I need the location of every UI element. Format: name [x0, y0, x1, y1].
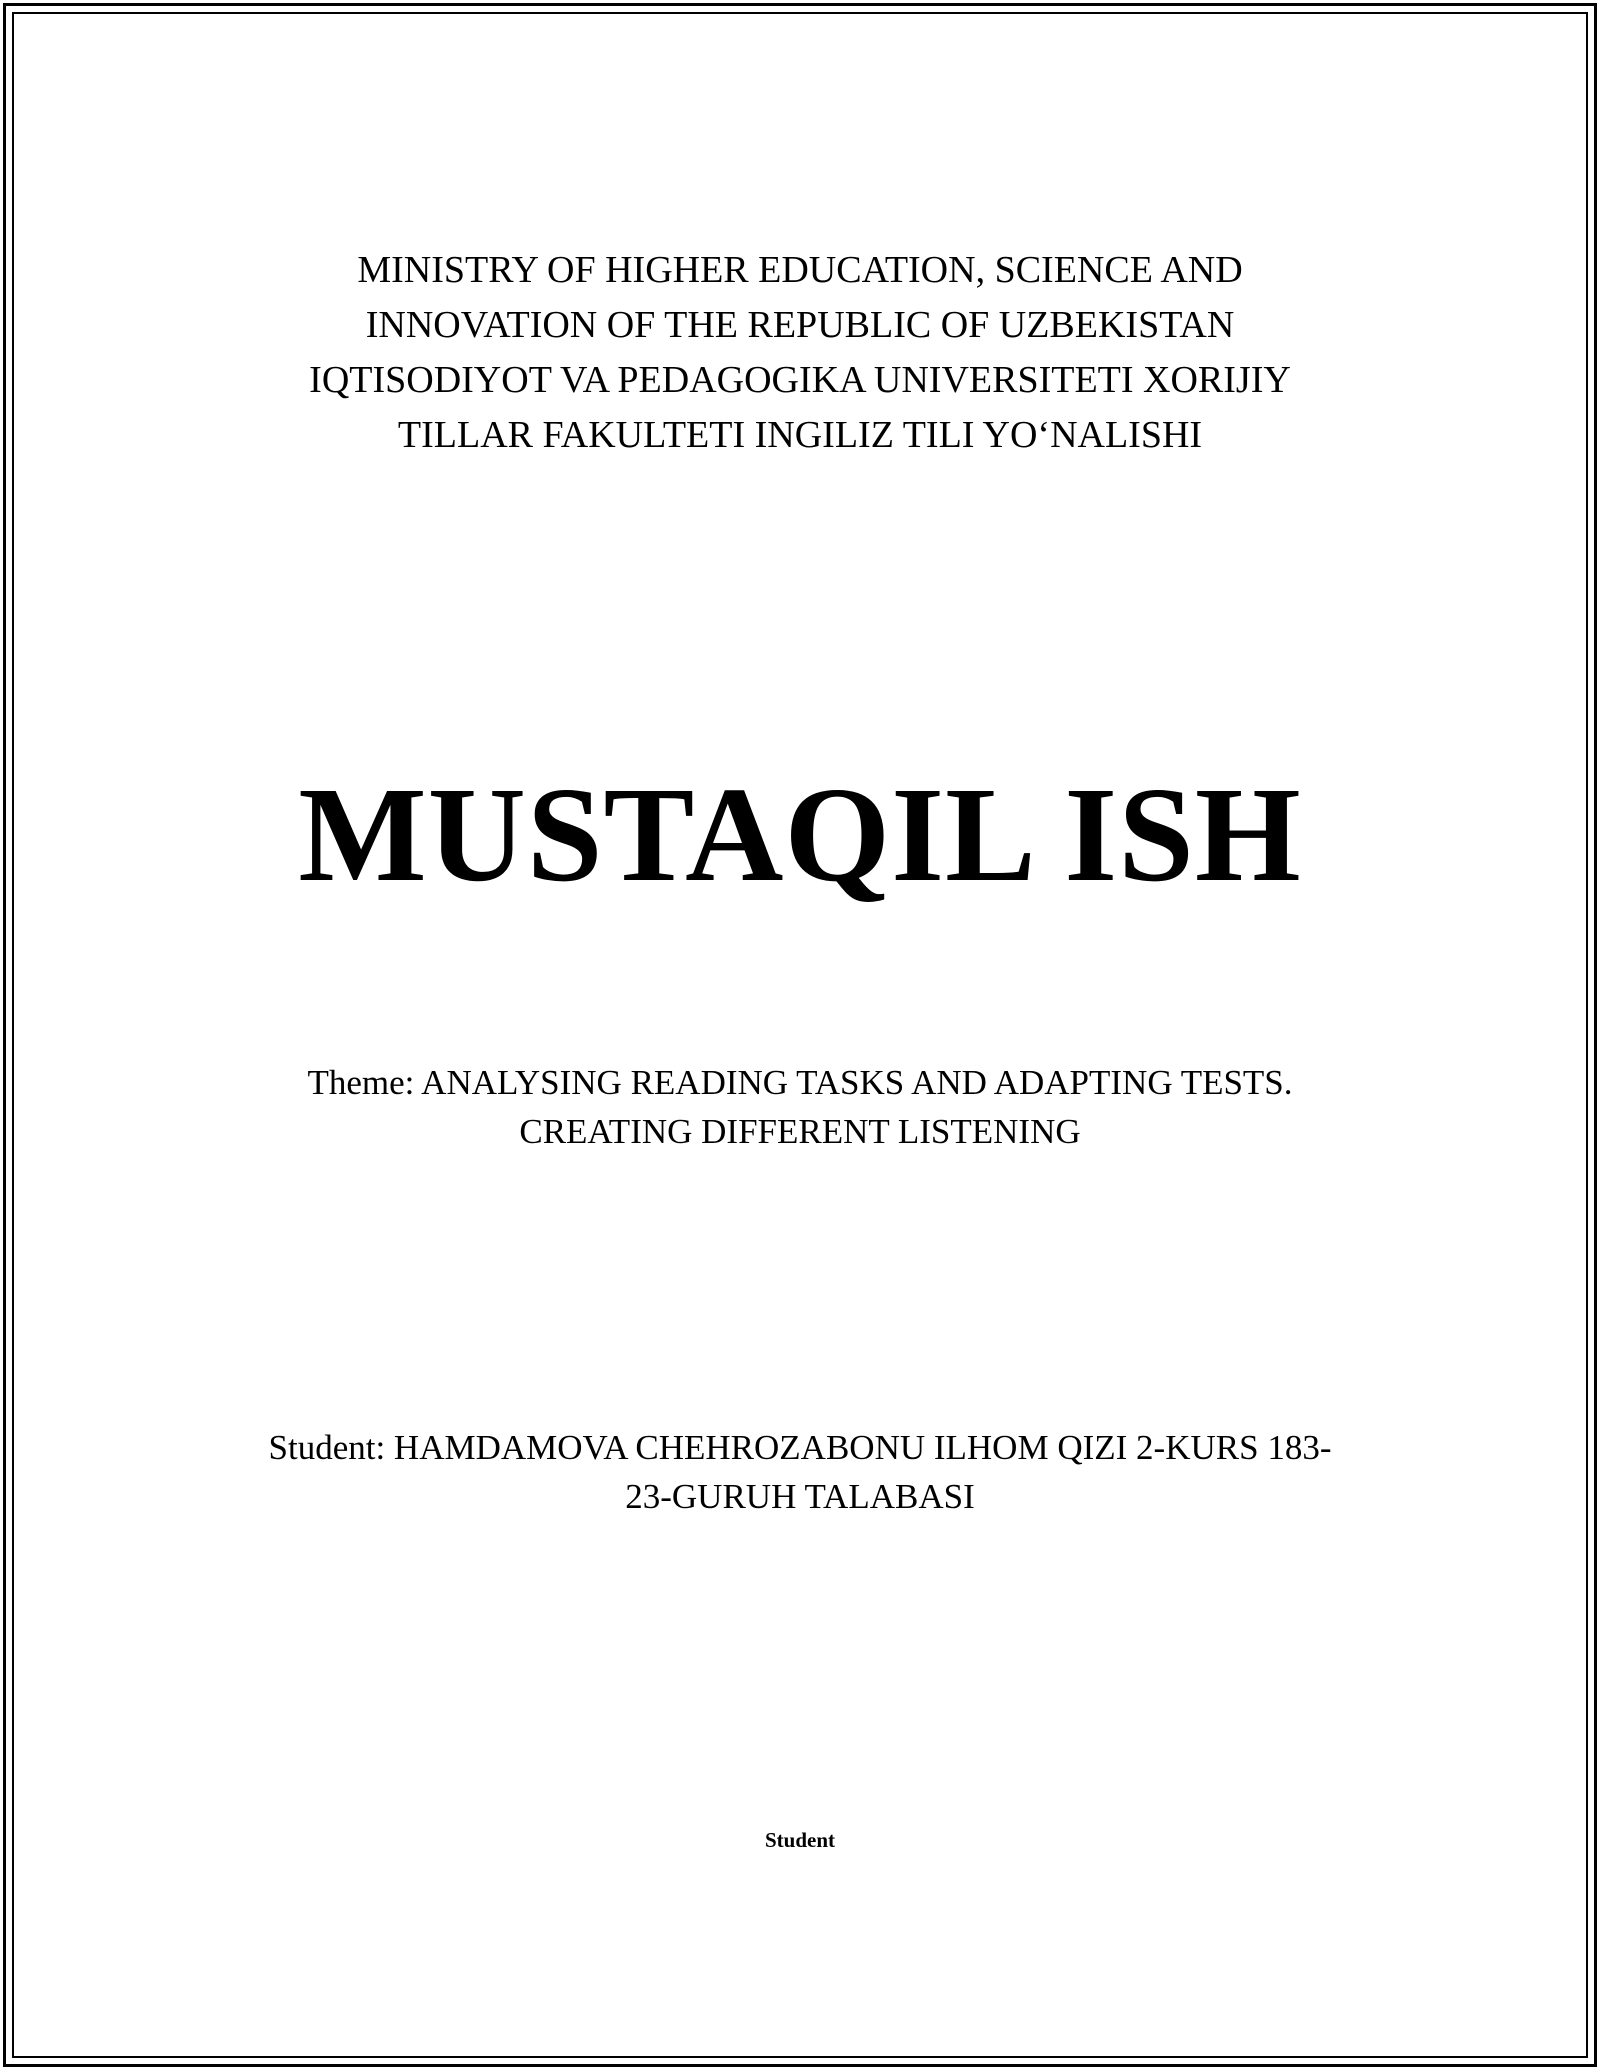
footer-label: Student — [764, 1828, 836, 1852]
header-line-1: MINISTRY OF HIGHER EDUCATION, SCIENCE AND — [357, 249, 1243, 291]
header-line-2: INNOVATION OF THE REPUBLIC OF UZBEKISTAN — [365, 304, 1235, 346]
header-line-4: TILLAR FAKULTETI INGILIZ TILI YO‘NALISHI — [397, 414, 1203, 456]
theme-line-1: Theme: ANALYSING READING TASKS AND ADAPTING TESTS. — [307, 1063, 1293, 1102]
student-info — [0, 1423, 1600, 1521]
student-line-2: 23-GURUH TALABASI — [625, 1477, 975, 1516]
institution-header — [0, 243, 1600, 463]
theme-text — [0, 1058, 1600, 1156]
header-line-3: IQTISODIYOT VA PEDAGOGIKA UNIVERSITETI XORIJIY — [309, 359, 1291, 401]
student-line-1: Student: HAMDAMOVA CHEHROZABONU ILHOM QIZI 2-KURS 183- — [268, 1428, 1332, 1467]
theme-line-2: CREATING DIFFERENT LISTENING — [519, 1112, 1081, 1151]
document-title: MUSTAQIL ISH — [298, 760, 1302, 910]
